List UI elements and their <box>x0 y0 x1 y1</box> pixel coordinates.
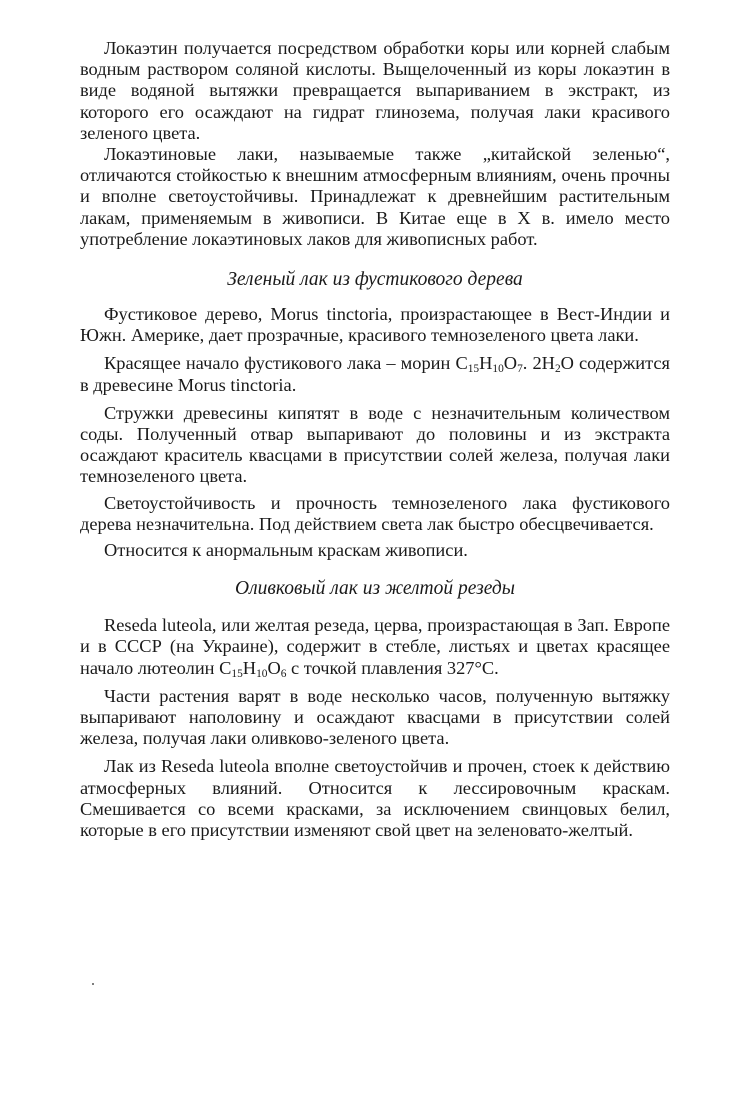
luteolin-formula: $C_{15}H_{10}O_6$ <box>219 657 287 680</box>
paragraph-reseda <box>80 615 670 679</box>
morin-text-after: содержится в древесине Morus tinctoria. <box>80 353 670 395</box>
reseda-text-before: Reseda luteola, или желтая резеда, церва, произрастающая в Зап. Европе и в СССР (на Украине), содержит в стебле, листьях и цветах красящее начало лютеолин <box>80 615 670 678</box>
morin-text-before: Красящее начало фустикового лака – морин <box>104 353 456 374</box>
paragraph-fustic-tree: Фустиковое дерево, Morus tinctoria, произрастающее в Вест-Индии и Южн. Америке, дает прозрачные, красивого темнозеленого цвета лаки. <box>80 304 670 346</box>
paragraph-locaetin-lacquers: Локаэтиновые лаки, называемые также „китайской зеленью“, отличаются стойкостью к внешним атмосферным влияниям, очень прочны и вполне светоустойчивы. Принадлежат к древнейшим растительным лакам, применяемым в живописи. В Китае еще в X в. имело место употребление локаэтиновых лаков для живописных работ. <box>80 144 670 249</box>
paragraph-reseda-lacquer: Лак из Reseda luteola вполне светоустойчив и прочен, стоек к действию атмосферных влияний. Относится к лессировочным краскам. Смешивается со всеми красками, за исключением свинцовых белил, которые в его присутствии изменяют свой цвет на зеленовато-желтый. <box>80 756 670 841</box>
morin-formula: $C_{15}H_{10}O_7$. <box>455 353 528 376</box>
document-page <box>80 38 670 841</box>
paragraph-morin <box>80 353 670 395</box>
section-heading-reseda: Оливковый лак из желтой резеды <box>235 578 515 600</box>
paragraph-anomalous: Относится к анормальным краскам живописи. <box>104 540 468 561</box>
reseda-text-after: с точкой плавления 327°С. <box>286 657 499 678</box>
paragraph-locaetin-production: Локаэтин получается посредством обработки коры или корней слабым водным раствором соляной кислоты. Выщелоченный из коры локаэтин в виде водяной вытяжки превращается выпариванием в экстракт, из которого его осаждают на гидрат глинозема, получая лаки красивого зеленого цвета. <box>80 38 670 143</box>
section-heading-fustic: Зеленый лак из фустикового дерева <box>227 269 523 291</box>
morin-water-formula: $2H_2O$ <box>532 353 574 376</box>
print-speck <box>92 983 94 985</box>
paragraph-lightfastness: Светоустойчивость и прочность темнозеленого лака фустикового дерева незначительна. Под действием света лак быстро обесцвечивается. <box>80 492 670 534</box>
paragraph-shavings: Стружки древесины кипятят в воде с незначительным количеством соды. Полученный отвар выпаривают до половины и из экстракта осаждают краситель квасцами в присутствии солей железа, получая лаки темнозеленого цвета. <box>80 402 670 487</box>
paragraph-plant-parts: Части растения варят в воде несколько часов, полученную вытяжку выпаривают наполовину и осаждают квасцами в присутствии солей железа, получая лаки оливково-зеленого цвета. <box>80 685 670 749</box>
